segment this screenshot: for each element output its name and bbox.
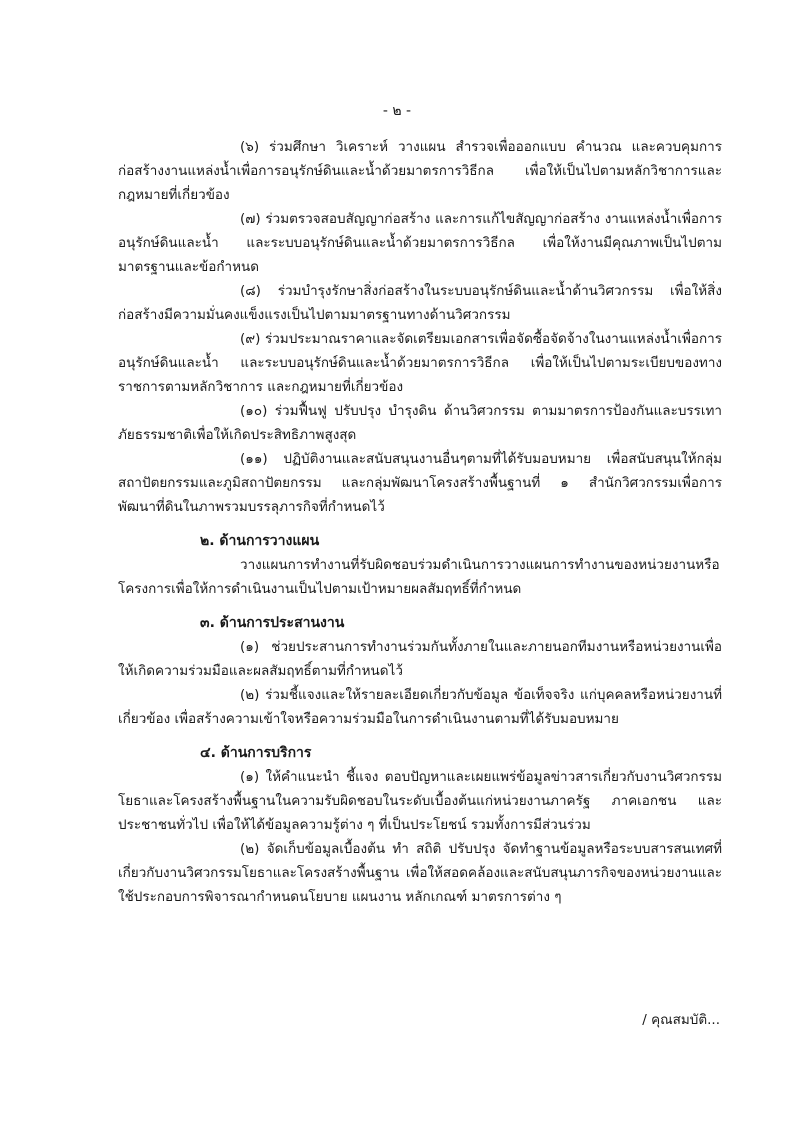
page-number: - ๒ - [382, 103, 412, 119]
duty-item-10: (๑๐) ร่วมฟื้นฟู ปรับปรุง บำรุงดิน ด้านวิศวกรรม ตามมาตรการป้องกันและบรรเทาภัยธรรมชาติเพื่อให้เกิดประสิทธิภาพสูงสุด [118, 403, 722, 443]
duty-item-6: (๖) ร่วมศึกษา วิเคราะห์ วางแผน สำรวจเพื่อออกแบบ คำนวณ และควบคุมการก่อสร้างงานแหล่งน้ำเพื่อการอนุรักษ์ดินและน้ำด้วยมาตรการวิธีกล เพื่อให้เป็นไปตามหลักวิชาการและกฎหมายที่เกี่ยวข้อง [118, 139, 722, 203]
service-item-2: (๒) จัดเก็บข้อมูลเบื้องต้น ทำ สถิติ ปรับปรุง จัดทำฐานข้อมูลหรือระบบสารสนเทศที่เกี่ยวกับงานวิศวกรรมโยธาและโครงสร้างพื้นฐาน เพื่อให้สอดคล้องและสนับสนุนภารกิจของหน่วยงานและใช้ประกอบการพิจารณากำหนดนโยบาย แผนงาน หลักเกณฑ์ มาตรการต่าง ๆ [118, 841, 722, 905]
coordination-item-2: (๒) ร่วมชี้แจงและให้รายละเอียดเกี่ยวกับข้อมูล ข้อเท็จจริง แก่บุคคลหรือหน่วยงานที่เกี่ยวข้อง เพื่อสร้างความเข้าใจหรือความร่วมมือในการดำเนินงานตามที่ได้รับมอบหมาย [118, 687, 722, 727]
duty-item-11: (๑๑) ปฏิบัติงานและสนับสนุนงานอื่นๆตามที่ได้รับมอบหมาย เพื่อสนับสนุนให้กลุ่มสถาปัตยกรรมและภูมิสถาปัตยกรรม และกลุ่มพัฒนาโครงสร้างพื้นฐานที่ ๑ สำนักวิศวกรรมเพื่อการพัฒนาที่ดินในภาพรวมบรรลุภารกิจที่กำหนดไว้ [118, 451, 722, 515]
duty-item-8: (๘) ร่วมบำรุงรักษาสิ่งก่อสร้างในระบบอนุรักษ์ดินและน้ำด้านวิศวกรรม เพื่อให้สิ่งก่อสร้างมีความมั่นคงแข็งแรงเป็นไปตามมาตรฐานทางด้านวิศวกรรม [118, 283, 722, 323]
duty-item-9: (๙) ร่วมประมาณราคาและจัดเตรียมเอกสารเพื่อจัดซื้อจัดจ้างในงานแหล่งน้ำเพื่อการอนุรักษ์ดินและน้ำ และระบบอนุรักษ์ดินและน้ำด้วยมาตรการวิธีกล เพื่อให้เป็นไปตามระเบียบของทางราชการตามหลักวิชาการ และกฎหมายที่เกี่ยวข้อง [118, 331, 722, 395]
document-body [118, 135, 722, 909]
section-heading-service: ๔. ด้านการบริการ [200, 745, 312, 761]
continuation-note: / คุณสมบัติ... [642, 1012, 720, 1028]
section-heading-coordination: ๓. ด้านการประสานงาน [200, 615, 345, 631]
service-item-1: (๑) ให้คำแนะนำ ชี้แจง ตอบปัญหาและเผยแพร่ข้อมูลข่าวสารเกี่ยวกับงานวิศวกรรมโยธาและโครงสร้างพื้นฐานในความรับผิดชอบในระดับเบื้องต้นแก่หน่วยงานภาครัฐ ภาคเอกชน และประชาชนทั่วไป เพื่อให้ได้ข้อมูลความรู้ต่าง ๆ ที่เป็นประโยชน์ รวมทั้งการมีส่วนร่วม [118, 769, 722, 833]
planning-body: วางแผนการทำงานที่รับผิดชอบร่วมดำเนินการวางแผนการทำงานของหน่วยงานหรือโครงการเพื่อให้การดำเนินงานเป็นไปตามเป้าหมายผลสัมฤทธิ์ที่กำหนด [118, 557, 720, 597]
duty-item-7: (๗) ร่วมตรวจสอบสัญญาก่อสร้าง และการแก้ไขสัญญาก่อสร้าง งานแหล่งน้ำเพื่อการอนุรักษ์ดินและน้ำ และระบบอนุรักษ์ดินและน้ำด้วยมาตรการวิธีกล เพื่อให้งานมีคุณภาพเป็นไปตามมาตรฐานและข้อกำหนด [118, 211, 722, 275]
section-heading-planning: ๒. ด้านการวางแผน [200, 533, 320, 549]
coordination-item-1: (๑) ช่วยประสานการทำงานร่วมกันทั้งภายในและภายนอกทีมงานหรือหน่วยงานเพื่อให้เกิดความร่วมมือและผลสัมฤทธิ์ตามที่กำหนดไว้ [118, 639, 722, 679]
